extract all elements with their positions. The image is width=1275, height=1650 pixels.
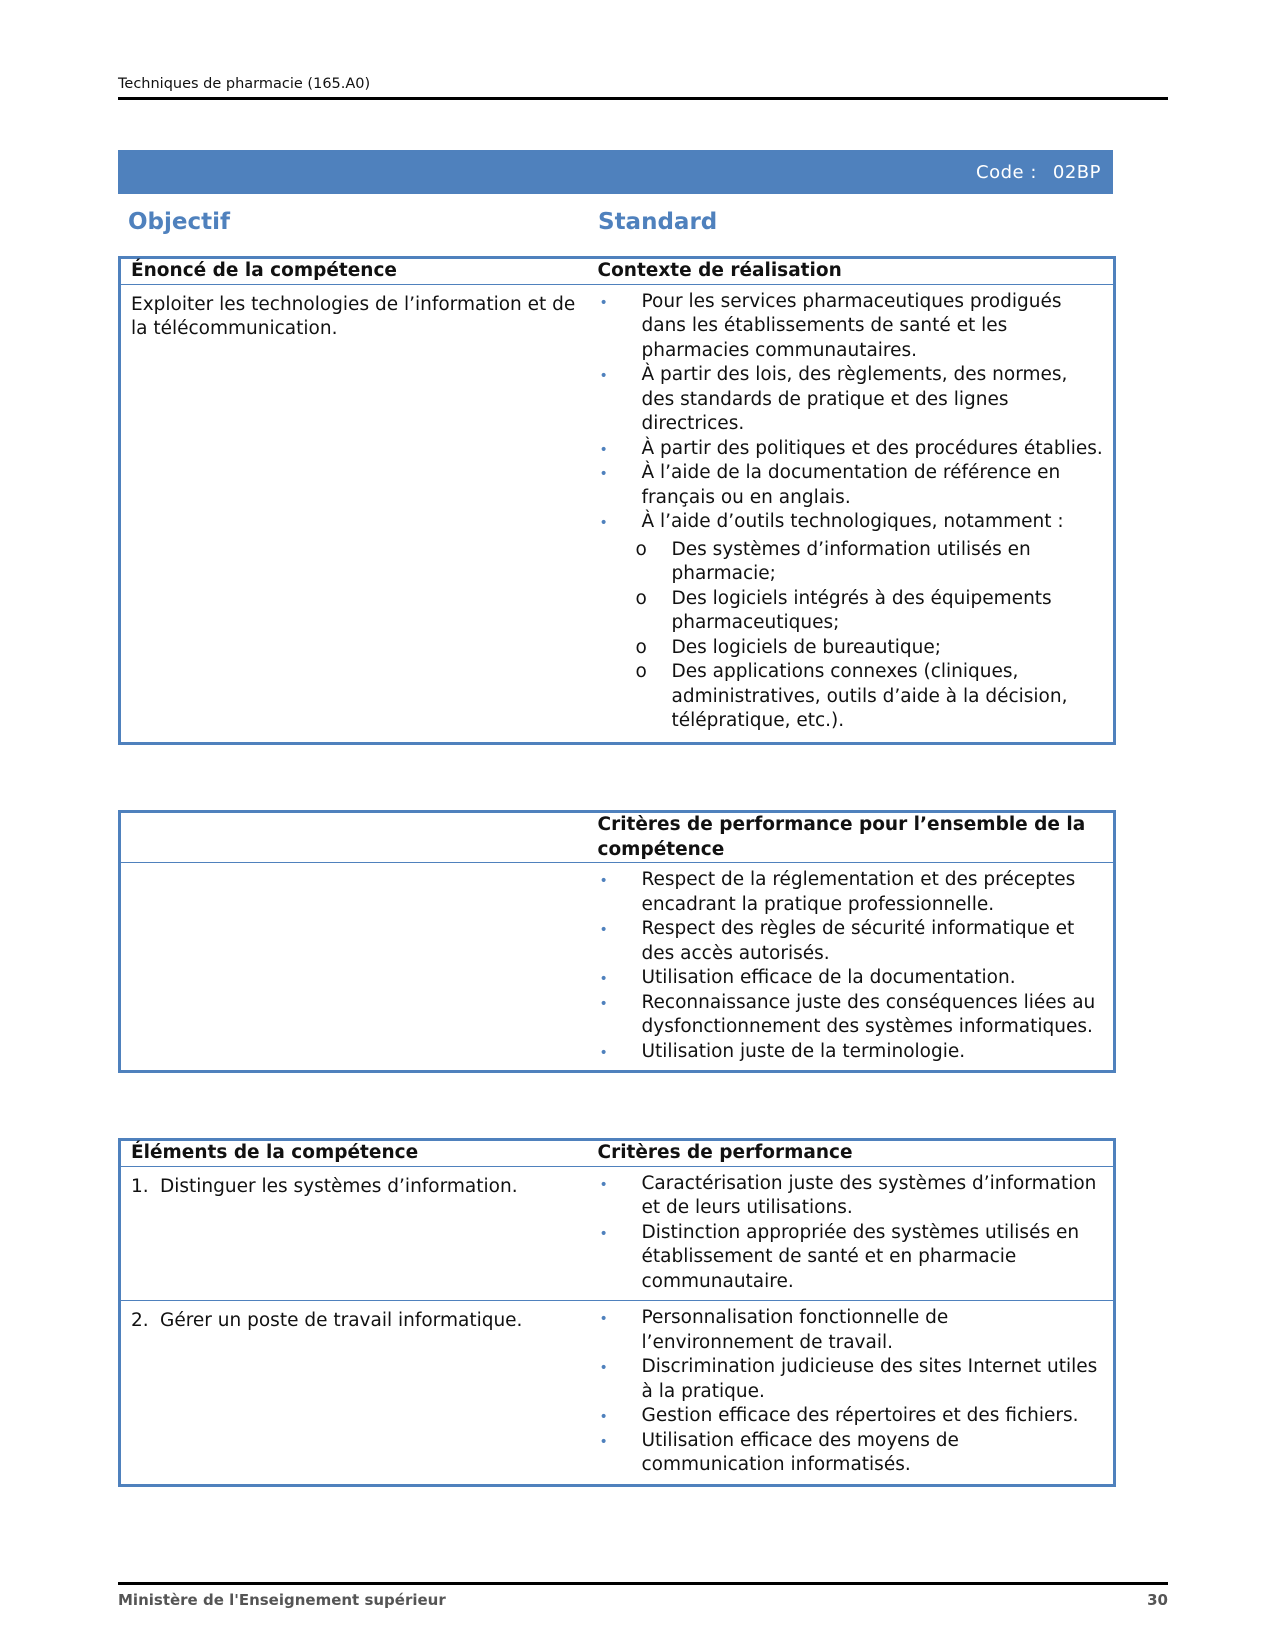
table-header-row [120,1140,1115,1167]
list-item: • Distinction appropriée des systèmes utilisés en établissement de santé et en pharmacie communautaire. [599,1221,1080,1292]
col-header-criteres: Critères de performance [590,1140,1115,1167]
running-title: Techniques de pharmacie (165.A0) [118,76,371,92]
sub-bullet-icon: o [635,587,647,609]
table-elements-criteres [118,1138,1116,1487]
table-header-row [120,258,1115,285]
list-item: • Utilisation juste de la terminologie. [598,1040,1104,1065]
enonce-text: Exploiter les technologies de l’information et de la télécommunication. [131,293,576,339]
element-1-criteres [598,1172,1104,1295]
bullet-icon: • [599,971,608,987]
page-number: 30 [1147,1591,1168,1609]
bullet-icon: • [599,1433,608,1450]
list-item: • À l’aide de la documentation de référence en français ou en anglais. [599,462,1061,508]
element-item-2: 2. Gérer un poste de travail informatique. [131,1310,523,1331]
list-item: • Utilisation efficace de la documentation. [598,966,1104,991]
bullet-icon: • [599,1360,608,1376]
bullet-icon: • [599,466,608,482]
outils-sublist [634,538,1104,734]
list-item: • Reconnaissance juste des conséquences liées au dysfonctionnement des systèmes informatiques. [599,991,1096,1037]
criteres-ensemble-list [598,868,1104,1064]
sublist-item: o Des applications connexes (cliniques, administratives, outils d’aide à la décision, télépratique, etc.). [635,661,1068,731]
table-criteres-ensemble [118,810,1116,1073]
list-item: • Gestion efficace des répertoires et des fichiers. [598,1404,1104,1429]
list-item: • Pour les services pharmaceutiques prodigués dans les établissements de santé et les pharmacies communautaires. [599,290,1062,361]
sublist-item: o Des logiciels de bureautique; [634,636,1104,661]
list-item: • Caractérisation juste des systèmes d’information et de leurs utilisations. [599,1172,1097,1218]
code-label: Code : [976,161,1037,183]
bullet-icon: • [599,873,608,889]
col-header-empty [120,812,590,863]
table-header-row [120,812,1115,863]
list-item: • Personnalisation fonctionnelle de l’environnement de travail. [599,1307,949,1353]
list-item: • À l’aide d’outils technologiques, notamment : o Des systèmes d’information utilisés en pharmacie; o Des logiciels intégrés à des équipements pharmaceutiques; o Des logiciels de bureautique; o Des applications connexes (cliniques, administratives, outils d’aide à la décision, télépratique, etc.). [598,510,1104,734]
bullet-icon: • [599,1225,608,1242]
table-row [120,284,1115,743]
bullet-icon: • [599,441,608,458]
bullet-icon: • [599,515,608,531]
col-header-contexte: Contexte de réalisation [590,258,1115,285]
sub-bullet-icon: o [635,636,647,658]
section-heading-objectif: Objectif [128,209,231,235]
contexte-list [598,290,1104,734]
sublist-item: o Des systèmes d’information utilisés en pharmacie; [635,538,1031,584]
footer-publisher: Ministère de l'Enseignement supérieur [118,1591,446,1609]
bullet-icon: • [599,1044,608,1061]
list-item: • Discrimination judicieuse des sites Internet utiles à la pratique. [599,1356,1098,1402]
list-item: • Utilisation efficace des moyens de communication informatisés. [599,1429,959,1475]
bullet-icon: • [599,1311,608,1327]
bullet-icon: • [599,922,608,938]
footer-rule [118,1582,1168,1585]
bullet-icon: • [599,1176,608,1193]
sublist-item: o Des logiciels intégrés à des équipements pharmaceutiques; [635,587,1052,633]
bullet-icon: • [599,294,608,311]
bullet-icon: • [599,1409,608,1425]
table-row [120,1301,1115,1486]
code-band [118,150,1113,194]
element-2-criteres [598,1306,1104,1478]
col-header-criteres-ensemble: Critères de performance pour l’ensemble de la compétence [590,812,1115,863]
bullet-icon: • [599,995,608,1012]
col-header-enonce: Énoncé de la compétence [120,258,590,285]
sub-bullet-icon: o [635,661,647,682]
list-item: • À partir des lois, des règlements, des normes, des standards de pratique et des lignes directrices. [599,364,1068,434]
empty-cell [120,863,590,1072]
header-rule [118,97,1168,100]
list-item: • Respect des règles de sécurité informatique et des accès autorisés. [599,918,1075,964]
sub-bullet-icon: o [635,538,647,560]
section-heading-standard: Standard [598,209,718,235]
bullet-icon: • [599,368,608,384]
table-row [120,863,1115,1072]
list-item: • Respect de la réglementation et des préceptes encadrant la pratique professionnelle. [599,869,1076,915]
element-item-1: 1. Distinguer les systèmes d’information. [131,1175,518,1197]
col-header-elements: Éléments de la compétence [120,1140,590,1167]
table-enonce-contexte [118,256,1116,745]
list-item: • À partir des politiques et des procédures établies. [598,437,1104,462]
table-row [120,1166,1115,1301]
code-value: 02BP [1052,161,1101,183]
